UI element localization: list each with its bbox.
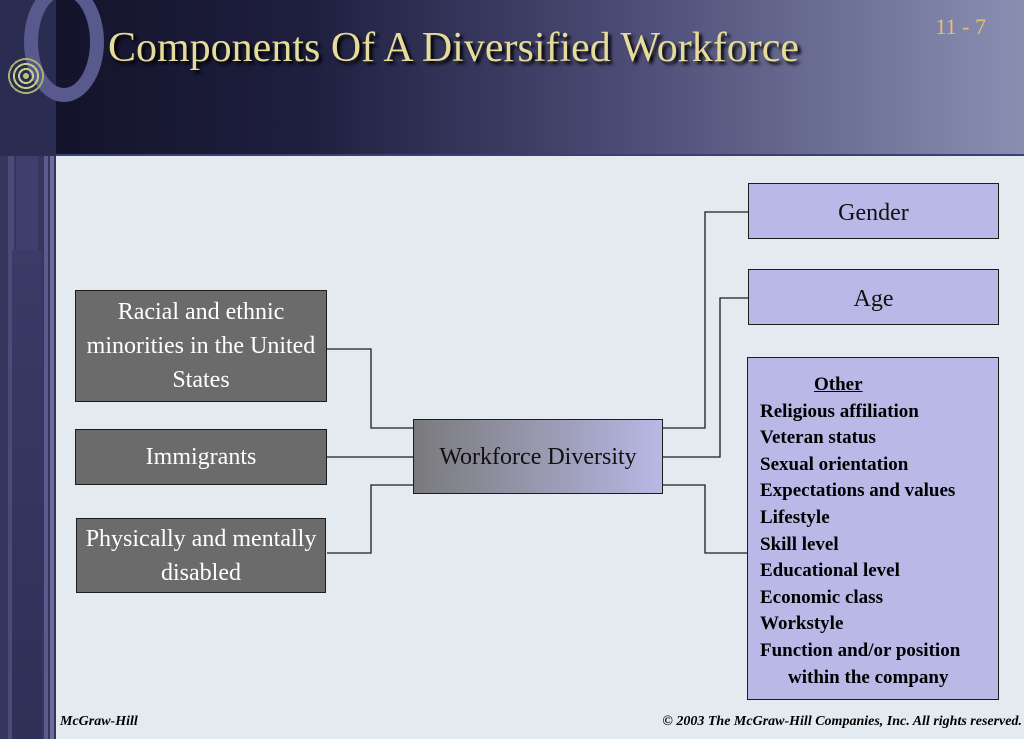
other-item: Workstyle xyxy=(760,613,844,635)
other-item: Function and/or position xyxy=(760,639,961,661)
node-other xyxy=(747,357,999,700)
slide-footer xyxy=(56,711,1024,739)
other-item: within the company xyxy=(788,666,949,688)
node-disabled xyxy=(76,518,326,593)
connector-racial xyxy=(327,349,414,428)
other-item: Educational level xyxy=(760,560,900,582)
connector-gender xyxy=(662,212,748,428)
node-label: Immigrants xyxy=(145,444,257,470)
connector-disabled xyxy=(327,485,414,553)
other-heading: Other xyxy=(814,374,863,395)
node-racial-ethnic-minorities xyxy=(75,290,327,402)
node-age xyxy=(748,269,999,325)
node-immigrants xyxy=(75,429,327,485)
node-label: Gender xyxy=(838,200,909,226)
connector-other xyxy=(662,485,748,553)
node-gender xyxy=(748,183,999,239)
other-item: Veteran status xyxy=(760,427,876,449)
node-label: Physically and mentally disabled xyxy=(85,525,317,586)
other-item: Religious affiliation xyxy=(760,400,919,422)
node-label: Racial and ethnic minorities in the United States xyxy=(86,299,316,393)
slide-title: Components Of A Diversified Workforce xyxy=(108,25,800,71)
other-item: Expectations and values xyxy=(760,480,956,502)
other-item: Skill level xyxy=(760,533,839,555)
other-item: Sexual orientation xyxy=(760,453,909,475)
node-label: Age xyxy=(853,286,894,312)
node-label: Workforce Diversity xyxy=(439,443,637,470)
footer-publisher: McGraw-Hill xyxy=(60,714,138,729)
other-item: Economic class xyxy=(760,586,883,608)
other-item: Lifestyle xyxy=(760,506,830,528)
footer-copyright: © 2003 The McGraw-Hill Companies, Inc. All rights reserved. xyxy=(662,714,1022,729)
node-workforce-diversity xyxy=(413,419,663,494)
slide-number: 11 - 7 xyxy=(935,14,986,39)
